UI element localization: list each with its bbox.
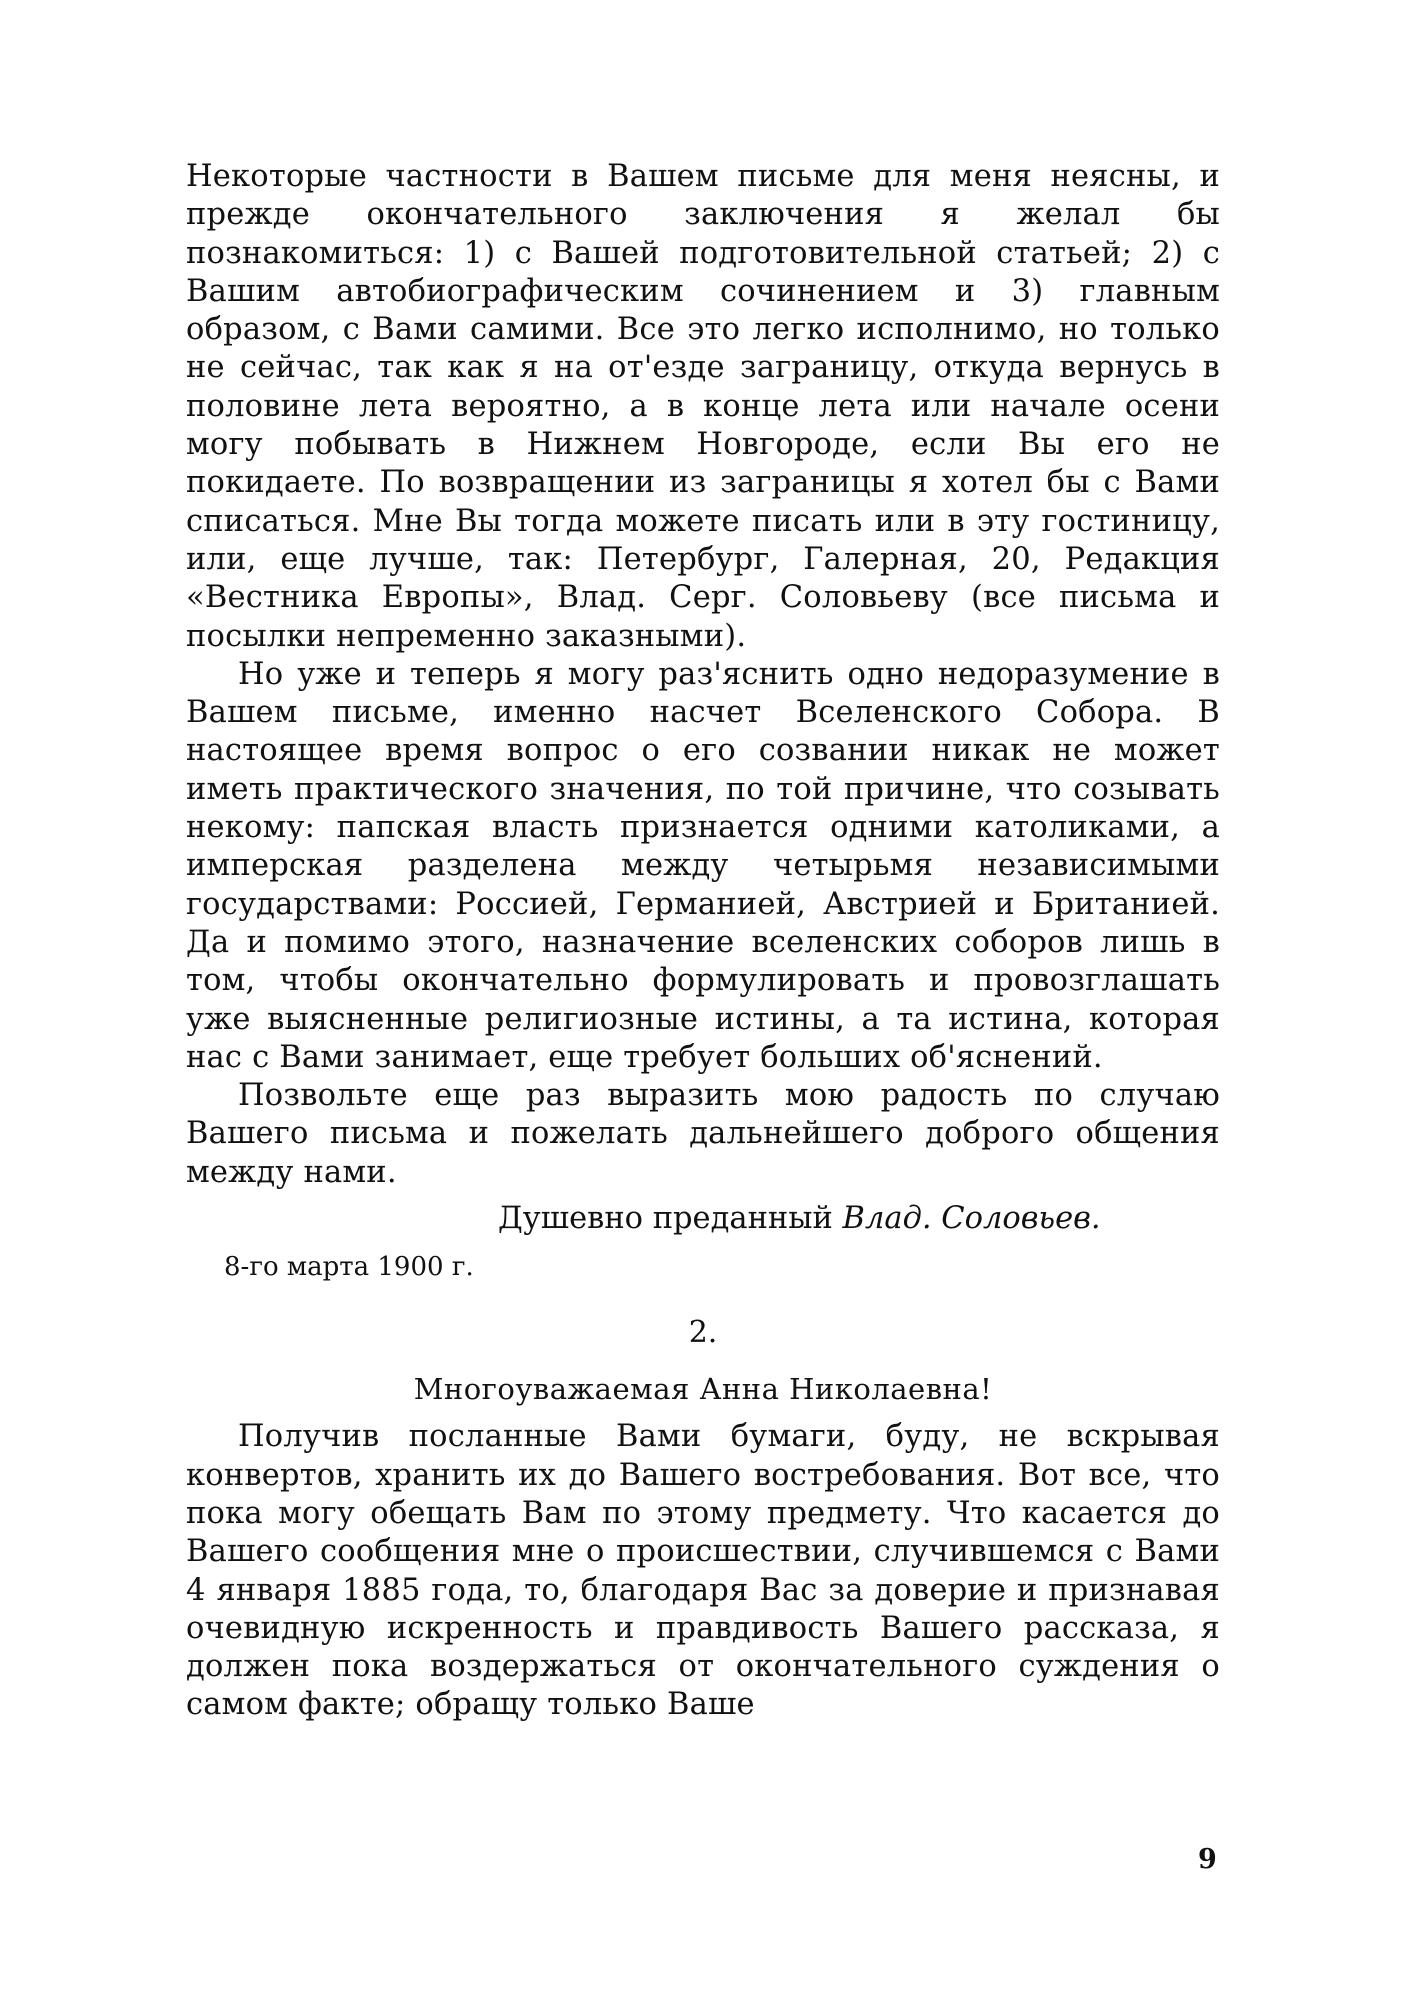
- letter2-number: 2.: [688, 1315, 718, 1351]
- letter1-paragraph-2: Но уже и теперь я могу раз'яснить одно недоразумение в Вашем письме, именно насчет Вселенского Собора. В настоящее время вопрос о его созвании никак не может иметь практического значения, по той причине, что созывать некому: папская власть признается одними католиками, а имперская разделена между четырьмя независимыми государствами: Россией, Германией, Австрией и Британией. Да и помимо этого, назначение вселенских соборов лишь в том, чтобы окончательно формулировать и провозглашать уже выясненные религиозные истины, а та истина, которая нас с Вами занимает, еще требует больших об'яснений.: [186, 656, 1220, 1075]
- letter2-salutation: Многоуважаемая Анна Николаевна!: [413, 1372, 993, 1407]
- page-body: [186, 158, 1220, 1725]
- letter1-signature: [186, 1200, 1220, 1238]
- letter2-paragraph-1: Получив посланные Вами бумаги, буду, не вскрывая конвертов, хранить их до Вашего востребования. Вот все, что пока могу обещать Вам по этому предмету. Что касается до Вашего сообщения мне о происшествии, случившемся с Вами 4 января 1885 года, то, благодаря Вас за доверие и признавая очевидную искренность и правдивость Вашего рассказа, я должен пока воздержаться от окончательного суждения о самом факте; обращу только Ваше: [186, 1419, 1220, 1723]
- letter1-paragraph-3: Позвольте еще раз выразить мою радость по случаю Вашего письма и пожелать дальнейшего доброго общения между нами.: [186, 1078, 1220, 1190]
- letter1-paragraph-1: Некоторые частности в Вашем письме для меня неясны, и прежде окончательного заключения я желал бы познакомиться: 1) с Вашей подготовительной статьей; 2) с Вашим автобиографическим сочинением и 3) главным образом, с Вами самими. Все это легко исполнимо, но только не сейчас, так как я на от'езде заграницу, откуда вернусь в половине лета вероятно, а в конце лета или начале осени могу побывать в Нижнем Новгороде, если Вы его не покидаете. По возвращении из заграницы я хотел бы с Вами списаться. Мне Вы тогда можете писать или в эту гостиницу, или, еще лучше, так: Петербург, Галерная, 20, Редакция «Вестника Европы», Влад. Серг. Соловьеву (все письма и посылки непременно заказными).: [186, 159, 1220, 654]
- letter1-closing: Душевно преданный: [498, 1201, 833, 1237]
- letter1-signature-name: Влад. Соловьев.: [842, 1201, 1101, 1237]
- letter1-date: 8-го марта 1900 г.: [224, 1252, 474, 1283]
- page-number: 9: [1198, 1844, 1217, 1875]
